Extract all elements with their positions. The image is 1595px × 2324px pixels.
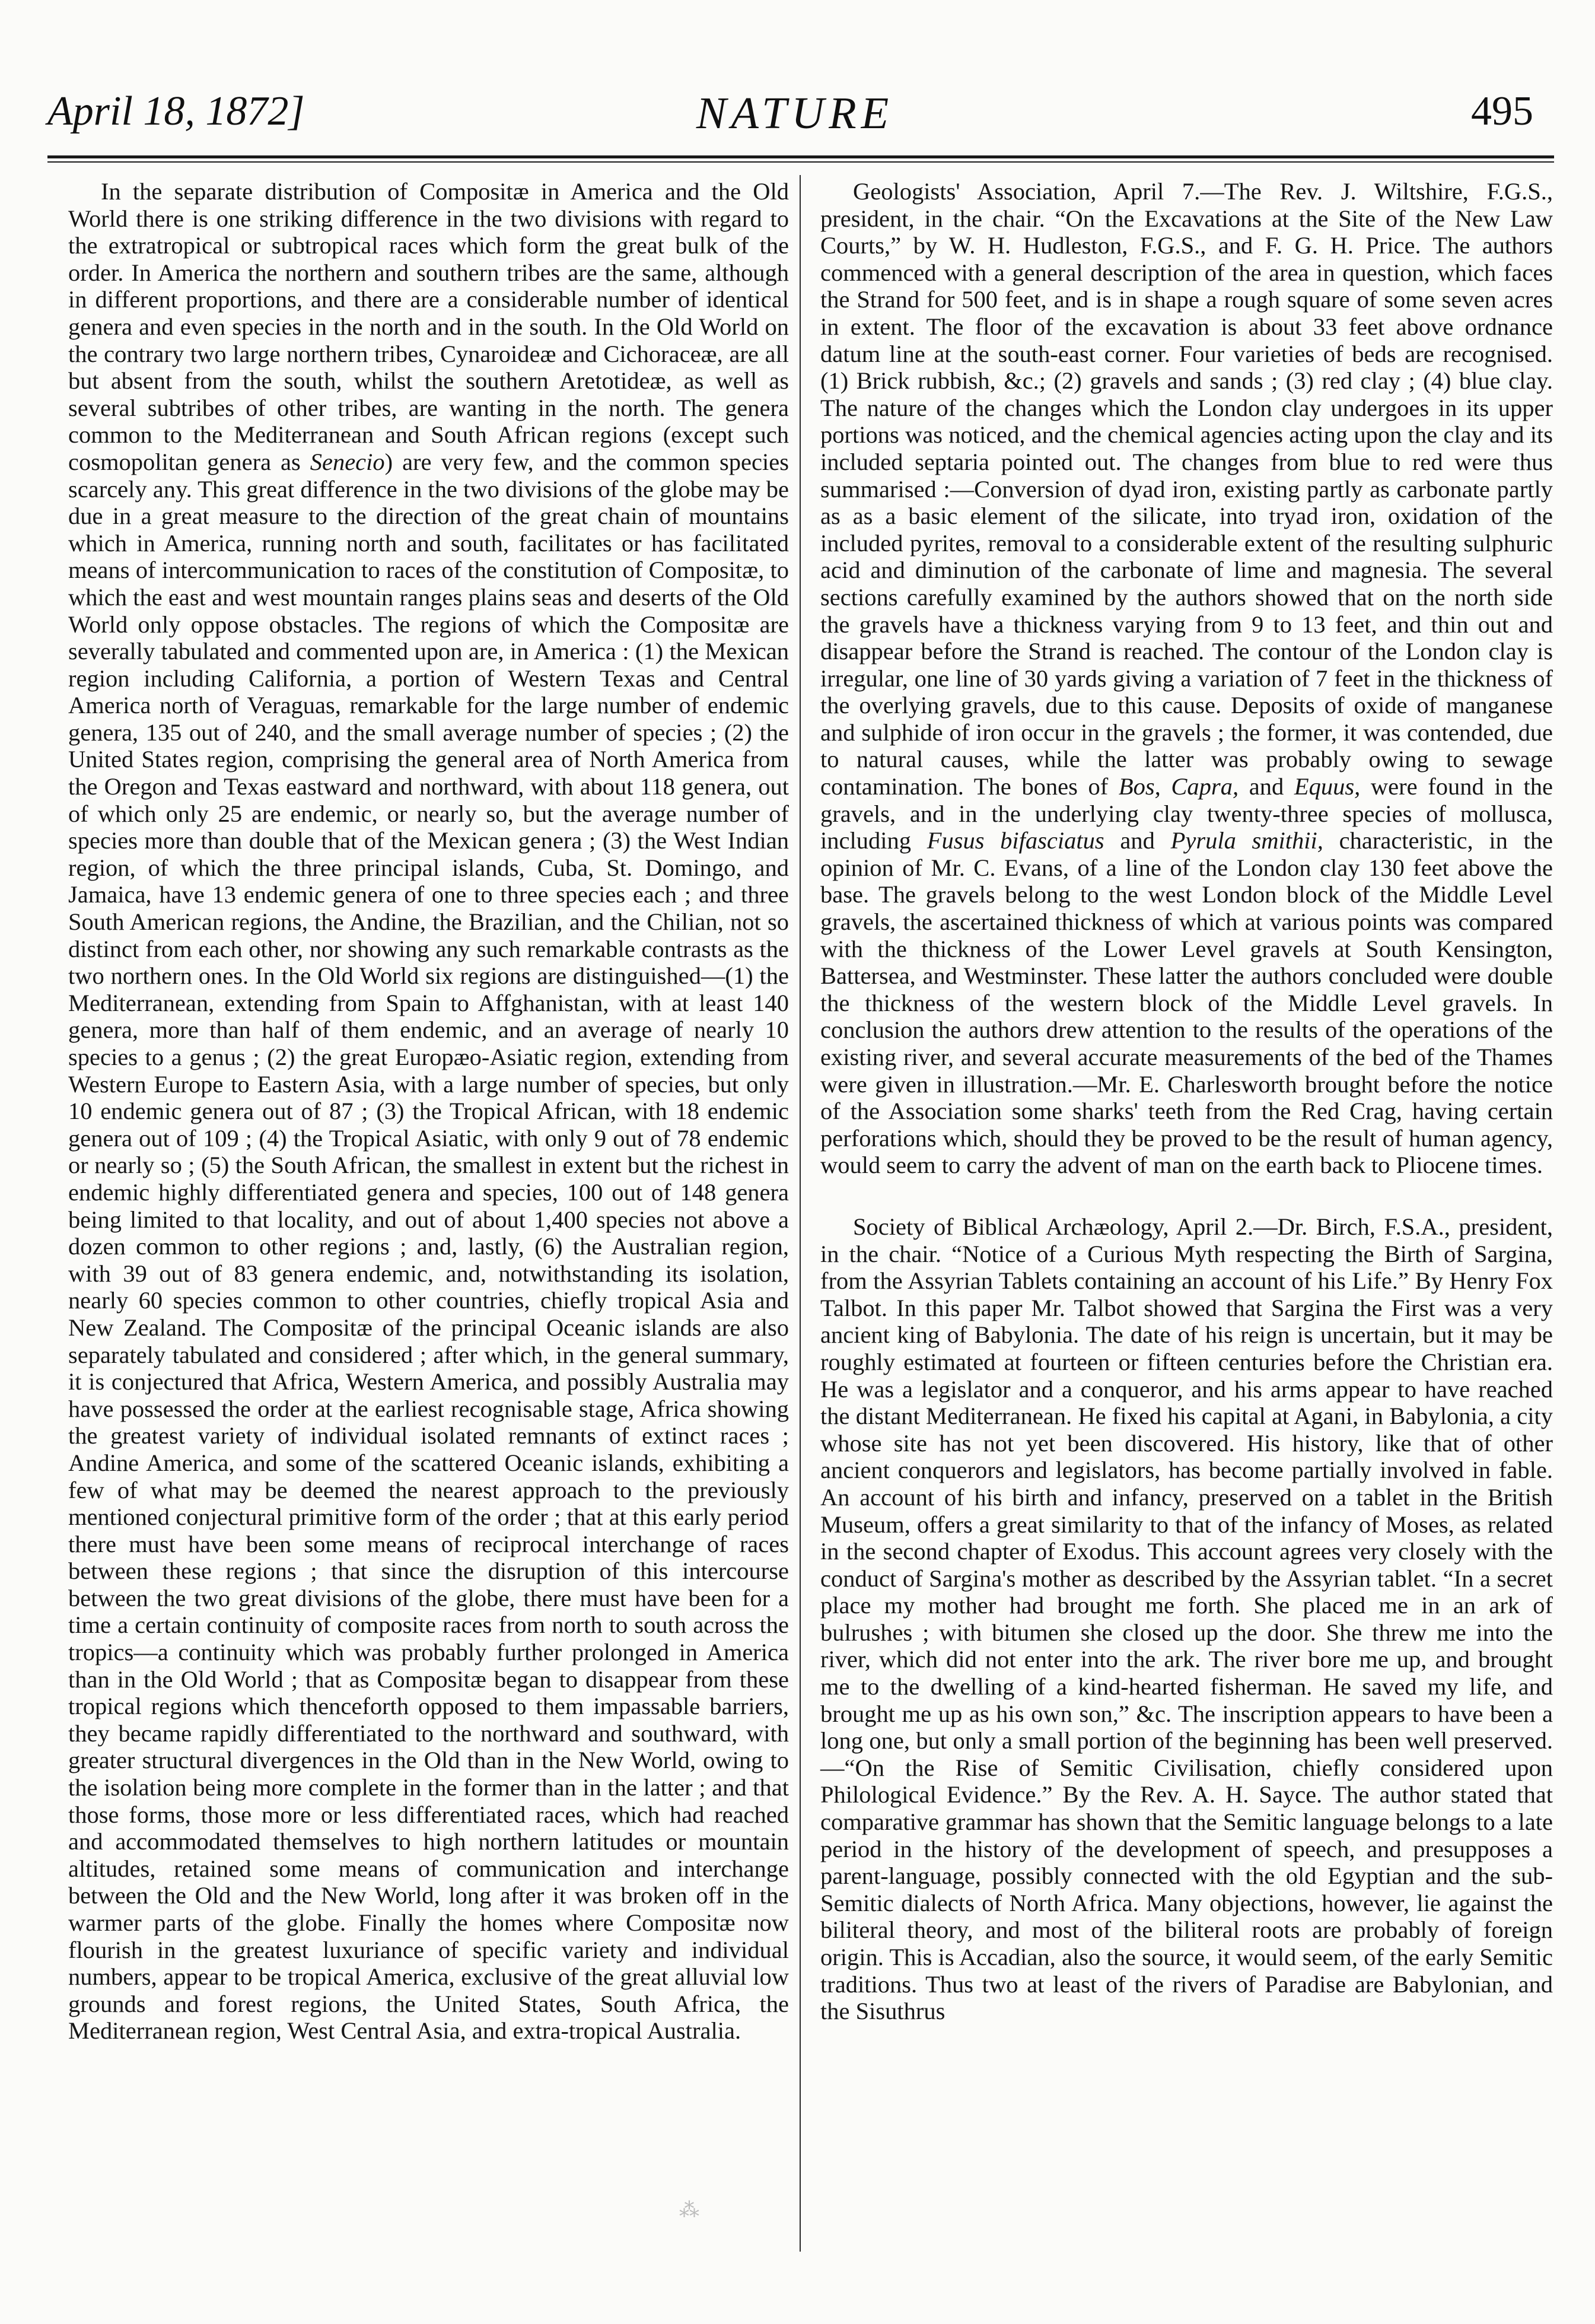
biblical-lead: Society of Biblical Archæology, (853, 1213, 1169, 1240)
journal-title: NATURE (696, 88, 894, 138)
compositae-italic-senecio: Senecio (310, 448, 385, 475)
right-column (820, 178, 1553, 2025)
geologists-italic-2: Equus, (1294, 773, 1361, 800)
geologists-italic-4: Pyrula smithii, (1170, 827, 1323, 854)
ink-smudge-mark: ⁂ (679, 2199, 699, 2221)
header-rule-thin (47, 161, 1554, 163)
biblical-text: Dr. Birch, F.S.A., president, in the chair. “Notice of a Curious Myth respecting the Birth of Sargina, from the Assyrian Tablets containing an account of his Life.” By Henry Fox Talbot. In this paper Mr. Talbot showed that Sargina the First was a very ancient king of Babylonia. The date of his reign is uncertain, but it may be roughly estimated at fourteen or fifteen centuries before the Christian era. He was a legislator and a conqueror, and his arms appear to have reached the distant Mediterranean. He fixed his capital at Agani, in Babylonia, a city whose site has not yet been discovered. His history, like that of other ancient conquerors and legislators, has become partially involved in fable. An account of his birth and infancy, preserved on a tablet in the British Museum, offers a great similarity to that of the infancy of Moses, as related in the second chapter of Exodus. This account agrees very closely with the conduct of Sargina's mother as described by the Assyrian tablet. “In a secret place my mother had brought me forth. She placed me in an ark of bulrushes ; with bitumen she closed up the door. She threw me into the river, which did not enter into the ark. The river bore me up, and brought me to the dwelling of a kind-hearted fisherman. He saved my life, and brought me up as his own son,” &c. The inscription appears to have been a long one, but only a small portion of the beginning has been well preserved.—“On the Rise of Semitic Civilisation, chiefly considered upon Philological Evidence.” By the Rev. A. H. Sayce. The author stated that comparative grammar has shown that the Semitic language belongs to a late period in the history of the development of speech, and presupposes a parent-language, possibly connected with the old Egyptian and the sub-Semitic dialects of North Africa. Many objections, however, lie against the biliteral theory, and most of the biliteral roots are probably of foreign origin. This is Accadian, also the source, it would seem, of the early Semitic traditions. Thus two at least of the rivers of Paradise are Babylonian, and the Sisuthrus (820, 1213, 1553, 2025)
issue-date: April 18, 1872] (47, 88, 305, 134)
left-column (68, 178, 789, 2045)
geologists-text-d: and (1120, 827, 1155, 854)
compositae-text-a: In the separate distribution of Compositæ in America and the Old World there is one striking difference in the two divisions with regard to the extratropical or subtropical races which form the great bulk of the order. In America the northern and southern tribes are the same, although in different proportions, and there are a considerable number of identical genera and even species in the north and in the south. In the Old World on the contrary two large northern tribes, Cynaroideæ and Cichoraceæ, are all but absent from the south, whilst the southern Aretotideæ, as well as several subtribes of other tribes, are wanting in the north. The genera common to the Mediterranean and South African regions (except such cosmopolitan genera as (68, 178, 789, 475)
geologists-date: April 7.— (1113, 178, 1224, 205)
geologists-lead: Geologists' Association, (853, 178, 1097, 205)
geologists-text-b: and (1249, 773, 1284, 800)
geologists-paragraph (820, 178, 1553, 1179)
column-divider (800, 175, 801, 2252)
geologists-text-e: characteristic, in the opinion of Mr. C. Evans, of a line of the London clay 130 feet above the base. The gravels belong to the west London block of the Middle Level gravels, the ascertained thickness of which at various points was compared with the thickness of the Lower Level gravels at South Kensington, Battersea, and Westminster. These latter the authors concluded were double the thickness of the western block of the Middle Level gravels. In conclusion the authors drew attention to the results of the operations of the existing river, and several accurate measurements of the bed of the Thames were given in illustration.—Mr. E. Charlesworth brought before the notice of the Association some sharks' teeth from the Red Crag, having certain perforations which, should they be proved to be the result of human agency, would seem to carry the advent of man on the earth back to Pliocene times. (820, 827, 1553, 1179)
geologists-text-a: The Rev. J. Wiltshire, F.G.S., president, in the chair. “On the Excavations at the Site of the New Law Courts,” by W. H. Hudleston, F.G.S., and F. G. H. Price. The authors commenced with a general description of the area in question, which faces the Strand for 500 feet, and is in shape a rough square of some seven acres in extent. The floor of the excavation is about 33 feet above ordnance datum line at the south-east corner. Four varieties of beds are recognised. (1) Brick rubbish, &c.; (2) gravels and sands ; (3) red clay ; (4) blue clay. The nature of the changes which the London clay undergoes in its upper portions was noticed, and the chemical agencies acting upon the clay and its included septaria pointed out. The changes from blue to red were thus summarised :—Conversion of dyad iron, existing partly as carbonate partly as as a basic element of the silicate, into tryad iron, oxidation of the included pyrites, removal to a considerable extent of the resulting sulphuric acid and diminution of the carbonate of lime and magnesia. The several sections carefully examined by the authors showed that on the north side the gravels have a thickness varying from 9 to 13 feet, and thin out and disappear before the Strand is reached. The contour of the London clay is irregular, one line of 30 yards giving a variation of 7 feet in the thickness of the overlying gravels, due to this cause. Deposits of oxide of manganese and sulphide of iron occur in the gravels ; the former, it was contended, due to natural causes, while the latter was probably owing to sewage contamination. The bones of (820, 178, 1553, 800)
header-rule (47, 155, 1554, 158)
geologists-italic-1: Bos, Capra, (1118, 773, 1239, 800)
compositae-text-b: ) are very few, and the common species scarcely any. This great difference in the two divisions of the globe may be due in a great measure to the direction of the great chain of mountains which in America, running north and south, facilitates or has facilitated means of intercommunication to races of the constitution of Compositæ, to which the east and west mountain ranges plains seas and deserts of the Old World only oppose obstacles. The regions of which the Compositæ are severally tabulated and commented upon are, in America : (1) the Mexican region including California, a portion of Western Texas and Central America north of Veraguas, remarkable for the large number of endemic genera, 135 out of 240, and the small average number of species ; (2) the United States region, comprising the general area of North America from the Oregon and Texas eastward and northward, with about 118 genera, out of which only 25 are endemic, or nearly so, but the average number of species more than double that of the Mexican genera ; (3) the West Indian region, of which the three principal islands, Cuba, St. Domingo, and Jamaica, have 13 endemic genera of one to three species each ; and three South American regions, the Andine, the Brazilian, and the Chilian, not so distinct from each other, nor showing any such remarkable contrasts as the two northern ones. In the Old World six regions are distinguished—(1) the Mediterranean, extending from Spain to Affghanistan, with at least 140 genera, more than half of them endemic, and an average of nearly 10 species to a genus ; (2) the great Europæo-Asiatic region, extending from Western Europe to Eastern Asia, with a large number of species, but only 10 endemic genera out of 87 ; (3) the Tropical African, with 18 endemic genera out of 109 ; (4) the Tropical Asiatic, with only 9 out of 78 endemic or nearly so ; (5) the South African, the smallest in extent but the richest in endemic highly differentiated genera and species, 100 out of 148 genera being limited to that locality, and out of about 1,400 species not above a dozen common to other regions ; and, lastly, (6) the Australian region, with 39 out of 83 genera endemic, and, notwithstanding its isolation, nearly 60 species common to other countries, chiefly tropical Asia and New Zealand. The Compositæ of the principal Oceanic islands are also separately tabulated and considered ; after which, in the general summary, it is conjectured that Africa, Western America, and possibly Australia may have possessed the order at the earliest recognisable stage, Africa showing the greatest variety of individual isolated remnants of extinct races ; Andine America, and some of the scattered Oceanic islands, exhibiting a few of what may be deemed the nearest approach to the previously mentioned conjectural primitive form of the order ; that at this early period there must have been some means of reciprocal interchange of races between these regions ; that since the disruption of this intercourse between the two great divisions of the globe, there must have been for a time a certain continuity of composite races from north to south across the tropics—a continuity which was probably further prolonged in America than in the Old World ; that as Compositæ began to disappear from these tropical regions which thenceforth opposed to them impassable barriers, they became rapidly differentiated to the northward and southward, with greater structural divergences in the Old than in the New World, owing to the isolation being more complete in the former than in the latter ; and that those forms, those more or less differentiated races, which had reached and accommodated themselves to high northern latitudes or mountain altitudes, retained some means of communication and interchange between the Old and the New World, long after it was broken off in the warmer parts of the globe. Finally the homes where Compositæ now flourish in the greatest luxuriance of specific variety and individual numbers, appear to be tropical America, exclusive of the great alluvial low grounds and forest regions, the United States, South Africa, the Mediterranean region, West Central Asia, and extra-tropical Australia. (68, 448, 789, 2045)
page-number: 495 (1471, 88, 1533, 134)
geologists-italic-3: Fusus bifasciatus (927, 827, 1104, 854)
biblical-date: April 2.— (1176, 1213, 1278, 1240)
biblical-paragraph (820, 1213, 1553, 2025)
geologists-text-c: were found in the gravels, and in the underlying clay twenty-three species of mollusca, including (820, 773, 1553, 854)
compositae-paragraph (68, 178, 789, 2045)
